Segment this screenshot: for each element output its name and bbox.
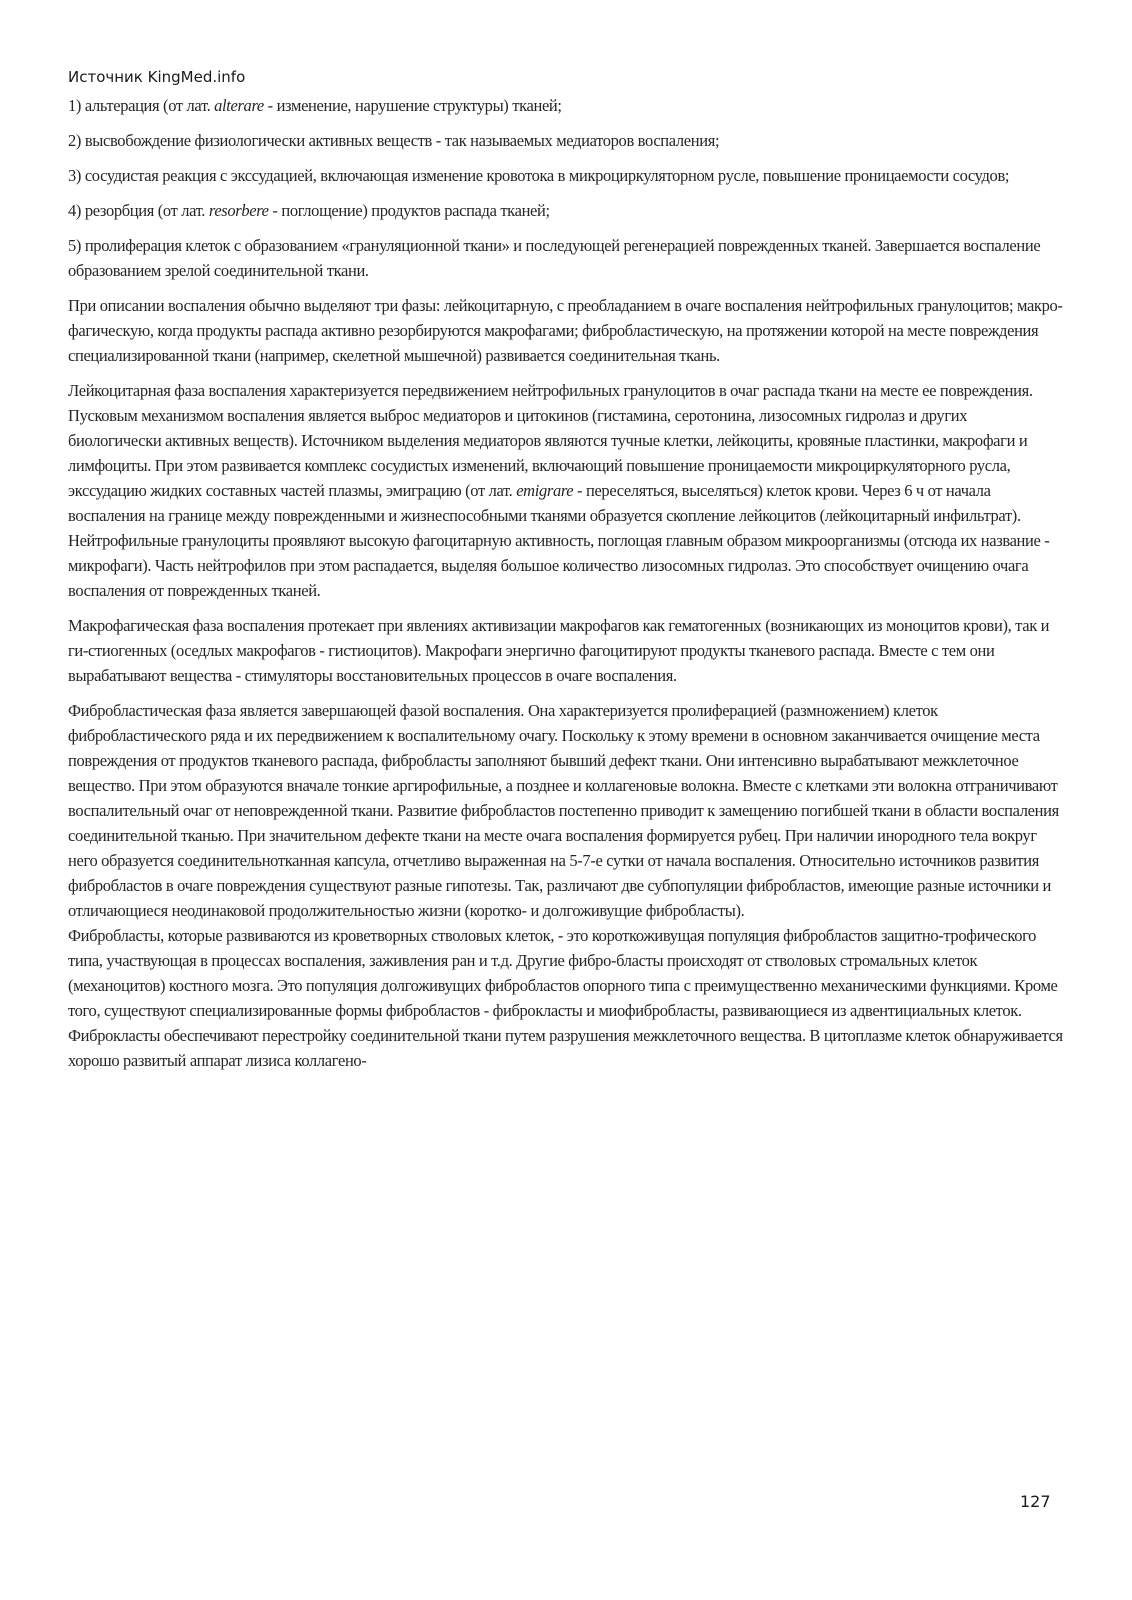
latin-term: emigrare [516, 481, 574, 500]
paragraph-fibroblast-types: Фибробласты, которые развиваются из кроветворных стволовых клеток, - это короткоживущая популяция фибробластов защитно-трофического типа, участвующая в процессах воспаления, заживления ран и т.д. Другие фибро-бласты происходят от стволовых стромальных клеток (механоцитов) костного мозга. Это популяция долгоживущих фибробластов опорного типа с преимущественно механическими функциями. Кроме того, существуют специализированные формы фибробластов - фиброкласты и миофибробласты, развивающиеся из адвентициальных клеток. Фиброкласты обеспечивают перестройку соединительной ткани путем разрушения межклеточного вещества. В цитоплазме клеток обнаруживается хорошо развитый аппарат лизиса коллагено- [68, 926, 1063, 1070]
list-item-text: 1) альтерация (от лат. [68, 96, 215, 115]
page-content [68, 93, 1064, 1083]
list-item-text: 4) резорбция (от лат. [68, 201, 209, 220]
list-item-mediators: 2) высвобождение физиологически активных веществ - так называемых медиаторов воспаления; [68, 131, 720, 150]
list-item-resorption [68, 198, 1064, 223]
latin-term: alterare [214, 96, 264, 115]
list-item-proliferation: 5) пролиферация клеток с образованием «грануляционной ткани» и последующей регенерацией поврежденных тканей. Завершается воспаление образованием зрелой соединительной ткани. [68, 236, 1041, 280]
paragraph-leukocyte-mechanism [68, 403, 1064, 603]
source-header: Источник KingMed.info [68, 68, 246, 86]
paragraph-text: Пусковым механизмом воспаления является выброс медиаторов и цитокинов (гистамина, серотонина, лизосомных гидролаз и других биологически активных веществ). Источником выделения медиаторов являются тучные клетки, лейкоциты, кровяные пластинки, макрофаги и лимфоциты. При этом развивается комплекс сосудистых изменений, включающий повышение проницаемости микроциркуляторного русла, экссудацию жидких составных частей плазмы, эмиграцию (от лат. [68, 406, 1028, 500]
list-item-text: - поглощение) продуктов распада тканей; [268, 201, 550, 220]
paragraph-leukocyte-phase: Лейкоцитарная фаза воспаления характеризуется передвижением нейтрофильных гранулоцитов в очаг распада ткани на месте ее повреждения. [68, 381, 1033, 400]
page-number: 127 [1020, 1492, 1051, 1511]
list-item-alteration [68, 93, 1064, 118]
latin-term: resorbere [208, 201, 269, 220]
list-item-vascular: 3) сосудистая реакция с экссудацией, включающая изменение кровотока в микроциркуляторном русле, повышение проницаемости сосудов; [68, 166, 1010, 185]
paragraph-text: - переселяться, выселяться) клеток крови. Через 6 ч от начала воспаления на границе между поврежденными и жизнеспособными тканями образуется скопление лейкоцитов (лейкоцитарный инфильтрат). Нейтрофильные гранулоциты проявляют высокую фагоцитарную активность, поглощая главным образом микроорганизмы (отсюда их название - микрофаги). Часть нейтрофилов при этом распадается, выделяя большое количество лизосомных гидролаз. Это способствует очищению очага воспаления от поврежденных тканей. [68, 481, 1050, 600]
paragraph-phases: При описании воспаления обычно выделяют три фазы: лейкоцитарную, с преобладанием в очаге воспаления нейтрофильных гранулоцитов; макро-фагическую, когда продукты распада активно резорбируются макрофагами; фибробластическую, на протяжении которой на месте повреждения специализированной ткани (например, скелетной мышечной) развивается соединительная ткань. [68, 296, 1063, 365]
list-item-text: - изменение, нарушение структуры) тканей; [263, 96, 562, 115]
paragraph-macrophage-phase: Макрофагическая фаза воспаления протекает при явлениях активизации макрофагов как гематогенных (возникающих из моноцитов крови), так и ги-стиогенных (оседлых макрофагов - гистиоцитов). Макрофаги энергично фагоцитируют продукты тканевого распада. Вместе с тем они вырабатывают вещества - стимуляторы восстановительных процессов в очаге воспаления. [68, 616, 1050, 685]
paragraph-fibroblast-phase: Фибробластическая фаза является завершающей фазой воспаления. Она характеризуется пролиферацией (размножением) клеток фибробластического ряда и их передвижением к воспалительному очагу. Поскольку к этому времени в основном заканчивается очищение места повреждения от продуктов тканевого распада, фибробласты заполняют бывший дефект ткани. Они интенсивно вырабатывают межклеточное вещество. При этом образуются вначале тонкие аргирофильные, а позднее и коллагеновые волокна. Вместе с клетками эти волокна отграничивают воспалительный очаг от неповрежденной ткани. Развитие фибробластов постепенно приводит к замещению погибшей ткани в области воспаления соединительной тканью. При значительном дефекте ткани на месте очага воспаления формируется рубец. При наличии инородного тела вокруг него образуется соединительнотканная капсула, отчетливо выраженная на 5-7-е сутки от начала воспаления. Относительно источников развития фибробластов в очаге повреждения существуют разные гипотезы. Так, различают две субпопуляции фибробластов, имеющие разные источники и отличающиеся неодинаковой продолжительностью жизни (коротко- и долгоживущие фибробласты). [68, 701, 1059, 920]
